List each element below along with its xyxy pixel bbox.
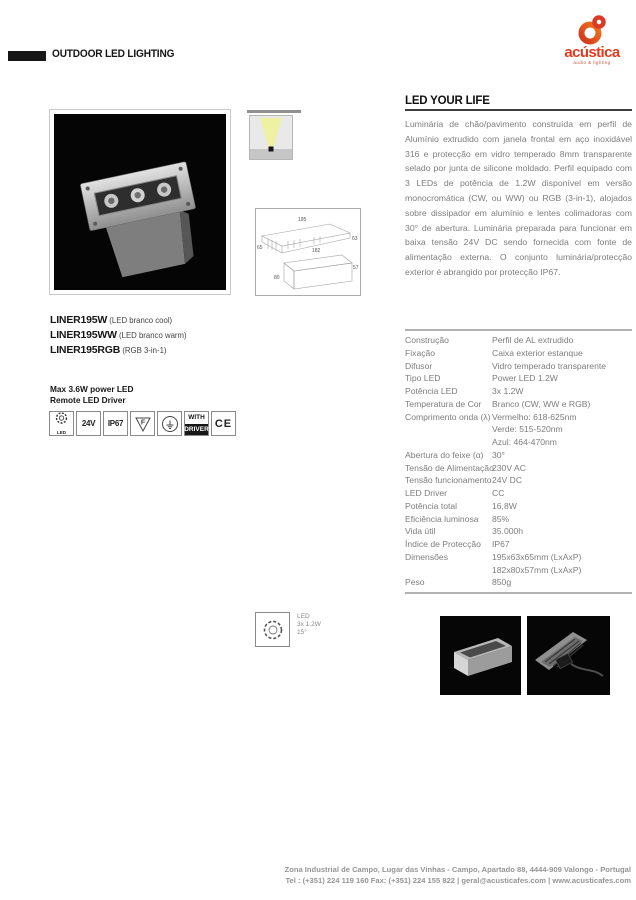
product-line xyxy=(50,312,187,327)
led-note-line2: 3x 1.2W xyxy=(297,621,321,628)
spec-value: Verde: 515-520nm xyxy=(492,424,563,435)
led-gear-icon xyxy=(54,412,69,430)
spec-value: CC xyxy=(492,488,505,498)
led-note-line3: 15° xyxy=(297,629,307,636)
spec-value: Caixa exterior estanque xyxy=(492,347,583,358)
footer xyxy=(51,864,631,886)
spec-value: 24V DC xyxy=(492,475,523,486)
spec-label: LED Driver xyxy=(405,488,448,498)
spec-label xyxy=(405,564,492,577)
dim-top-height: 63 xyxy=(352,236,358,242)
spec-value: Vermelho: 618-625nm xyxy=(492,411,577,422)
with-driver-bottom-label: DRIVER xyxy=(185,424,208,436)
spec-label: Dimensões xyxy=(405,551,448,562)
spec-label: Potência LED xyxy=(405,386,458,396)
spec-value: Vidro temperado transparente xyxy=(492,360,607,371)
spec-row xyxy=(405,525,632,538)
product-photo-housing xyxy=(440,616,521,695)
spec-value: IP67 xyxy=(492,539,510,549)
spec-value: 16,8W xyxy=(492,500,517,511)
product-description: Luminária de chão/pavimento construída em perfil de Alumínio extrudido com janela frontal em aço inoxidável 316 e protecção em vidro temperado 8mm transparente selado por junta de silicone moldado. Perfil equipado com 3 LEDs de potência de 1.2W disponível em versão monocromática (CW, ou WW) ou RGB (3-in-1), alojados sobre dissipador em alumínio e lentes colimadoras com 30° de abertura. Luminária preparada para funcionar em baixa tensão 24V DC sendo fornecida com fonte de alimentação externa. O conjunto luminária/protecção exterior é abrangido por protecção IP67. xyxy=(405,119,632,277)
spec-label: Índice de Protecção xyxy=(405,539,481,549)
spec-row xyxy=(405,551,632,564)
spec-value: Branco (CW, WW e RGB) xyxy=(492,398,591,409)
dim-top-length: 195 xyxy=(298,217,307,223)
category-label: OUTDOOR LED LIGHTING xyxy=(52,48,175,60)
with-driver-top-label: WITH xyxy=(188,414,205,422)
product-variant: (LED branco warm) xyxy=(116,331,187,341)
product-variant: (LED branco cool) xyxy=(107,316,173,325)
note-line: Remote LED Driver xyxy=(50,395,126,405)
brand-logo xyxy=(552,14,632,65)
spec-label: Potência total xyxy=(405,500,458,511)
product-name: LINER195WW xyxy=(50,329,117,342)
brand-tagline: audio & lighting xyxy=(573,60,611,65)
badge-row xyxy=(49,411,236,436)
dim-top-depth: 65 xyxy=(257,245,263,251)
brand-name: acústica xyxy=(564,44,620,61)
spec-row xyxy=(405,398,632,411)
spec-label: Difusor xyxy=(405,360,433,371)
spec-label: Comprimento onda (λ) xyxy=(405,411,491,422)
spec-label: Fixação xyxy=(405,347,436,358)
spec-label: Peso xyxy=(405,577,425,588)
spec-row xyxy=(405,411,632,424)
footer-contacts: Tel : (+351) 224 119 160 Fax: (+351) 224 155 822 | geral@acusticafes.com | www.acusticafes.com xyxy=(285,876,631,885)
spec-row xyxy=(405,500,632,513)
dim-bottom-height: 80 xyxy=(274,275,280,281)
beam-divider-rule xyxy=(247,110,301,113)
spec-value: Perfil de AL extrudido xyxy=(492,335,574,345)
notes xyxy=(50,384,133,406)
spec-row xyxy=(405,576,632,589)
brand-swirl-icon xyxy=(552,14,632,46)
footer-address: Zona Industrial de Campo, Lugar das Vinhas - Campo, Apartado 88, 4444-909 Valongo - Portugal xyxy=(284,865,631,874)
spec-row xyxy=(405,360,632,373)
spec-rows xyxy=(405,334,632,589)
beam-icon xyxy=(249,115,293,160)
ip-rating-badge xyxy=(103,411,128,436)
ip-rating-label: IP67 xyxy=(107,419,124,428)
spec-value: 195x63x65mm (LxAxP) xyxy=(492,551,582,562)
spec-label xyxy=(405,423,492,436)
product-name: LINER195W xyxy=(50,314,108,326)
spec-row xyxy=(405,372,632,385)
spec-row xyxy=(405,462,632,475)
spec-label: Construção xyxy=(405,335,449,345)
led-badge xyxy=(49,411,74,436)
section-title: LED YOUR LIFE xyxy=(405,95,490,107)
led-gear-icon-large xyxy=(261,618,285,642)
spec-label: Vida útil xyxy=(405,526,436,537)
voltage-badge xyxy=(76,411,101,436)
voltage-label: 24V xyxy=(81,419,96,428)
dim-bottom-depth: 57 xyxy=(353,265,359,271)
spec-value: 850g xyxy=(492,577,512,588)
dim-bottom-length: 182 xyxy=(312,248,321,254)
spec-label: Eficiência luminosa xyxy=(405,513,479,524)
spec-row xyxy=(405,423,632,436)
spec-value: 35.000h xyxy=(492,526,524,537)
category-bar xyxy=(8,51,46,61)
spec-table-top-rule xyxy=(405,329,632,331)
earth-class-badge xyxy=(157,411,182,436)
led-badge-label: LED xyxy=(57,430,66,435)
spec-label xyxy=(405,436,492,449)
technical-drawing xyxy=(255,208,361,296)
with-driver-badge xyxy=(184,411,209,436)
spec-row xyxy=(405,449,632,462)
led-pictogram-box xyxy=(255,612,290,647)
spec-row xyxy=(405,385,632,398)
spec-label: Abertura do feixe (α) xyxy=(405,449,484,460)
spec-row xyxy=(405,538,632,551)
spec-table-bottom-rule xyxy=(405,592,632,594)
spec-table xyxy=(405,329,632,594)
spec-row xyxy=(405,487,632,500)
product-line xyxy=(50,327,187,342)
spec-row xyxy=(405,564,632,577)
spec-label: Tipo LED xyxy=(405,373,441,384)
earth-icon xyxy=(160,414,180,434)
product-list xyxy=(50,312,187,358)
spec-value: 85% xyxy=(492,513,510,524)
spec-value: Azul: 464-470nm xyxy=(492,437,557,447)
product-variant: (RGB 3-in-1) xyxy=(120,346,167,356)
product-photo-canvas xyxy=(54,114,226,290)
section-title-rule xyxy=(405,109,632,111)
note-line: Max 3.6W power LED xyxy=(50,384,134,394)
spec-row xyxy=(405,474,632,487)
spec-row xyxy=(405,347,632,360)
spec-label: Tensão de Alimentação xyxy=(405,462,494,473)
spec-label: Temperatura de Cor xyxy=(405,398,482,409)
spec-value: 230V AC xyxy=(492,462,526,473)
spec-row xyxy=(405,436,632,449)
ce-mark-label: CE xyxy=(214,417,233,430)
spec-value: 30° xyxy=(492,449,505,460)
led-note-line1: LED xyxy=(297,613,310,620)
spec-value: 3x 1.2W xyxy=(492,386,524,396)
spec-row xyxy=(405,513,632,526)
product-line xyxy=(50,342,187,357)
product-name: LINER195RGB xyxy=(50,344,121,357)
f-mark-badge xyxy=(130,411,155,436)
spec-row xyxy=(405,334,632,347)
f-mark-letter: F xyxy=(140,419,145,426)
led-pictogram-note xyxy=(297,613,321,637)
spec-label: Tensão funcionamento xyxy=(405,475,492,486)
spec-value: Power LED 1.2W xyxy=(492,373,558,384)
product-photo-main xyxy=(49,109,231,295)
product-photo-underside xyxy=(527,616,610,695)
ce-mark-badge xyxy=(211,411,236,436)
spec-value: 182x80x57mm (LxAxP) xyxy=(492,564,582,575)
